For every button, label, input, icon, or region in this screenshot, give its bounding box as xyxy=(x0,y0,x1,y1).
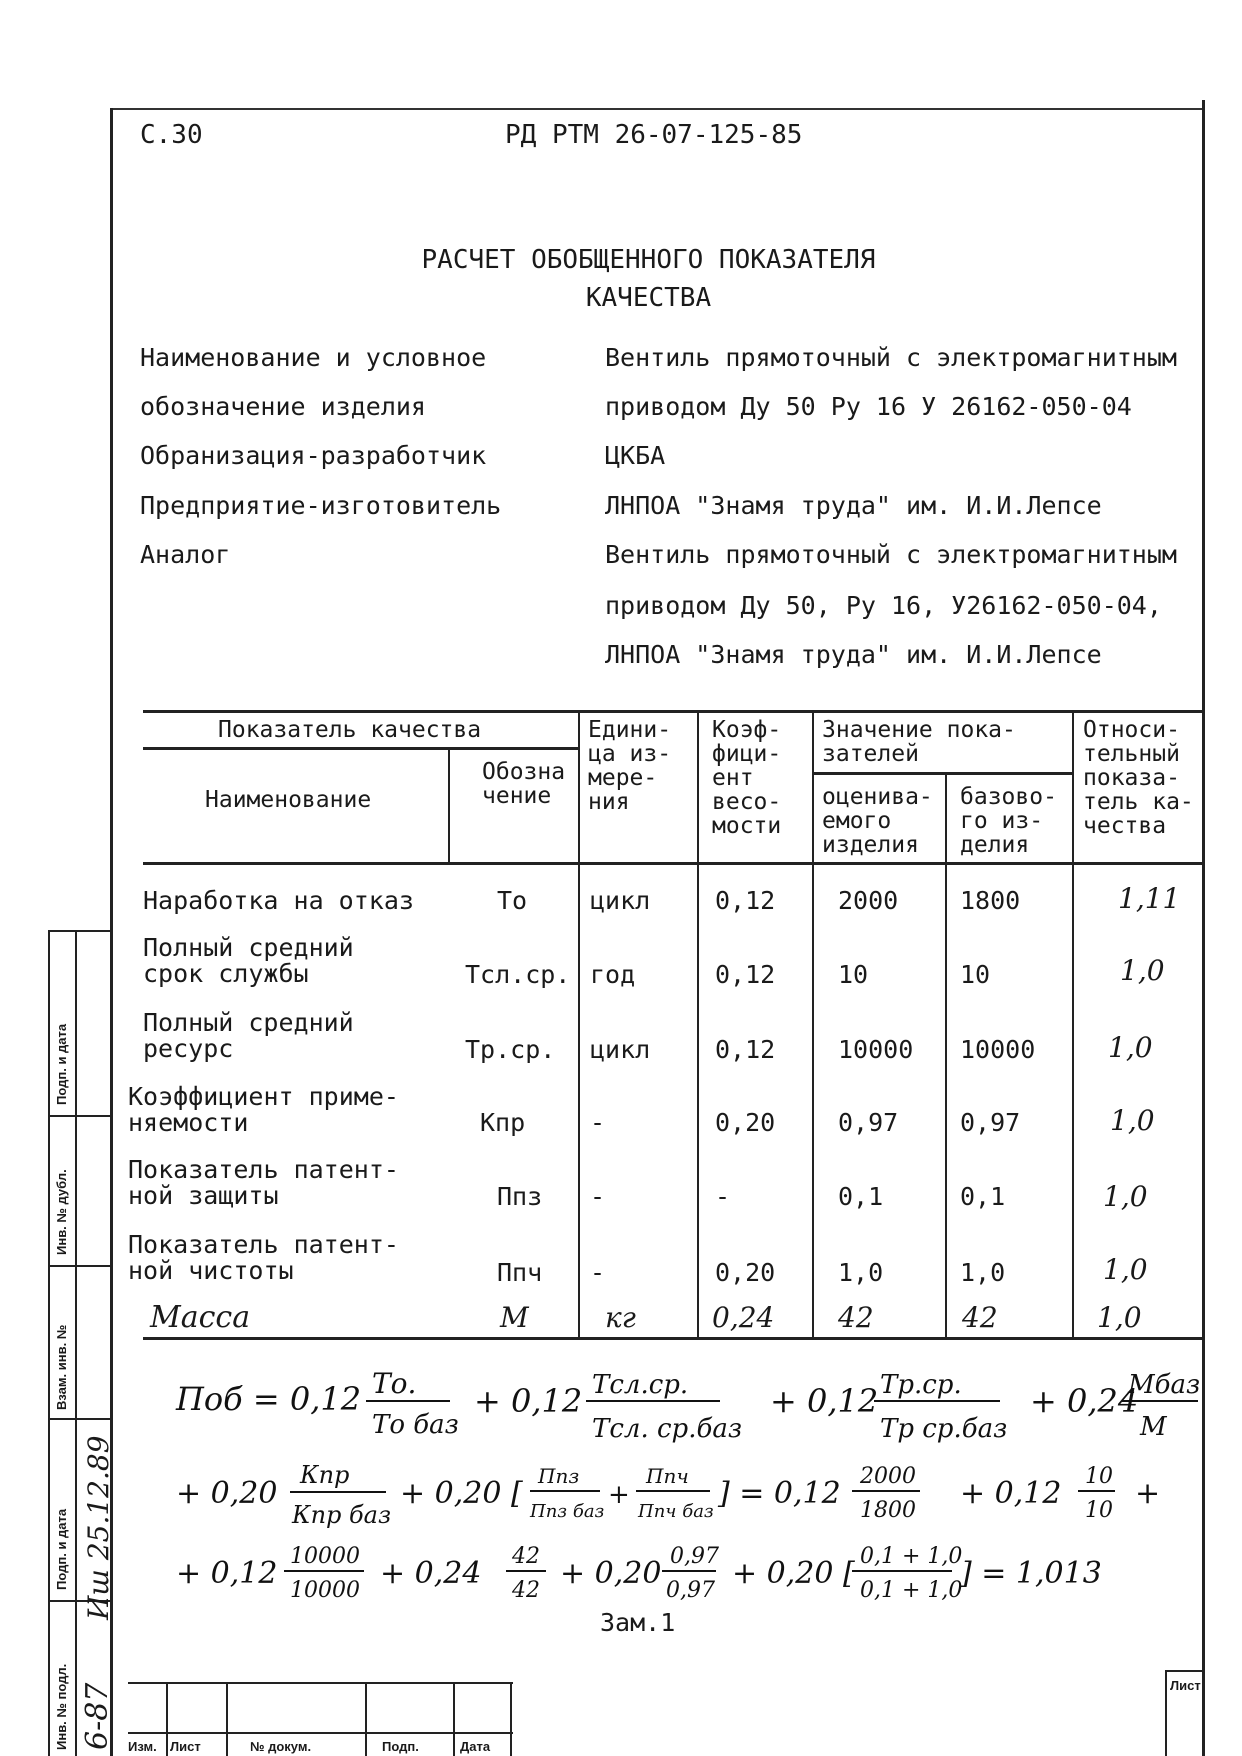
row-unit: цикл xyxy=(590,1035,651,1064)
col-divider xyxy=(697,710,699,1337)
info-value: ЛНПОА "Знамя труда" им. И.И.Лепсе xyxy=(605,640,1102,669)
svg-text:Мбаз: Мбаз xyxy=(1128,1370,1200,1400)
info-label: обозначение изделия xyxy=(140,392,426,421)
info-value: ЛНПОА "Знамя труда" им. И.И.Лепсе xyxy=(605,491,1102,520)
header-unit: Едини- ца из- мере- ния xyxy=(588,717,672,815)
row-est: 42 xyxy=(838,1301,874,1334)
row-est: 1,0 xyxy=(838,1258,884,1287)
row-rel: 1,0 xyxy=(1097,1301,1142,1334)
row-base: 10000 xyxy=(960,1035,1036,1064)
svg-text:10000: 10000 xyxy=(290,1578,360,1603)
svg-text:+: + xyxy=(1135,1476,1161,1511)
stamp-col: № докум. xyxy=(250,1739,312,1754)
row-base: 0,1 xyxy=(960,1182,1006,1211)
row-name: Наработка на отказ xyxy=(143,886,414,915)
row-est: 10 xyxy=(838,960,869,989)
row-coef: 0,12 xyxy=(715,886,776,915)
row-base: 1800 xyxy=(960,886,1021,915)
header-name: Наименование xyxy=(205,787,372,813)
margin-label: Инв. № дубл. xyxy=(54,1169,69,1255)
svg-text:М: М xyxy=(1140,1412,1167,1442)
row-rel: 1,0 xyxy=(1103,1180,1148,1213)
svg-text:42: 42 xyxy=(512,1578,540,1603)
header-coef: Коэф- фици- ент весо- мости xyxy=(712,717,782,839)
row-sym: Ппч xyxy=(497,1258,543,1287)
title-line-1: РАСЧЕТ ОБОБЩЕННОГО ПОКАЗАТЕЛЯ xyxy=(421,245,876,275)
info-value: приводом Ду 50 Ру 16 У 26162-050-04 xyxy=(605,392,1132,421)
svg-text:+ 0,20: + 0,20 xyxy=(560,1556,662,1591)
margin-handwritten: 6-87 xyxy=(80,1682,115,1750)
row-rel: 1,0 xyxy=(1120,954,1165,987)
col-divider xyxy=(578,710,580,1337)
row-name: Полный средний срок службы xyxy=(143,933,354,988)
header-rel: Относи- тельный показа- тель ка- чества xyxy=(1083,717,1194,839)
svg-text:+: + xyxy=(608,1480,630,1510)
svg-text:+ 0,20 [: + 0,20 [ xyxy=(400,1476,523,1511)
margin-rule xyxy=(48,1418,110,1420)
row-rel: 1,0 xyxy=(1110,1104,1155,1137)
header-base: базово- го из- делия xyxy=(960,784,1057,858)
svg-text:Кпр: Кпр xyxy=(300,1461,350,1489)
stamp-divider xyxy=(365,1682,367,1756)
table-rule-header-bottom xyxy=(143,862,1205,865)
row-unit: кг xyxy=(605,1301,636,1334)
margin-label: Подп. и дата xyxy=(54,1023,69,1105)
stamp-sheet: Лист xyxy=(1170,1678,1201,1693)
stamp-col: Подп. xyxy=(382,1739,419,1754)
svg-text:10000: 10000 xyxy=(290,1544,360,1569)
info-value: Вентиль прямоточный с электромагнитным xyxy=(605,343,1177,372)
info-label: Наименование и условное xyxy=(140,343,487,372)
row-coef: 0,20 xyxy=(715,1108,776,1137)
row-base: 42 xyxy=(962,1301,998,1334)
row-unit: - xyxy=(590,1182,606,1211)
row-rel: 1,0 xyxy=(1108,1031,1153,1064)
row-sym: Кпр xyxy=(480,1108,526,1137)
row-est: 2000 xyxy=(838,886,899,915)
header-sym: Обозна чение xyxy=(482,759,566,809)
table-rule-top xyxy=(143,710,1205,713)
row-coef: 0,12 xyxy=(715,1035,776,1064)
margin-handwritten: Иш 25.12.89 xyxy=(82,1435,115,1620)
svg-text:Ппч: Ппч xyxy=(646,1464,689,1488)
svg-text:+ 0,12: + 0,12 xyxy=(960,1476,1062,1511)
row-unit: - xyxy=(590,1258,606,1287)
info-value: Вентиль прямоточный с электромагнитным xyxy=(605,540,1177,569)
svg-text:Тр.ср.: Тр.ср. xyxy=(880,1370,962,1400)
svg-text:10: 10 xyxy=(1085,1498,1113,1523)
frame-right xyxy=(1202,100,1205,1756)
svg-text:+ 0,24: + 0,24 xyxy=(1030,1382,1139,1420)
row-base: 0,97 xyxy=(960,1108,1021,1137)
row-est: 10000 xyxy=(838,1035,914,1064)
col-divider xyxy=(945,772,947,1337)
row-rel: 1,11 xyxy=(1118,882,1181,915)
stamp-divider xyxy=(510,1682,512,1756)
stamp-col: Лист xyxy=(170,1739,201,1754)
margin-rule xyxy=(48,1265,110,1267)
row-sym: Тр.ср. xyxy=(465,1035,556,1064)
col-divider xyxy=(812,710,814,1337)
svg-text:+ 0,24: + 0,24 xyxy=(380,1556,482,1591)
row-base: 1,0 xyxy=(960,1258,1006,1287)
margin-label: Подп. и дата xyxy=(54,1508,69,1590)
row-est: 0,1 xyxy=(838,1182,884,1211)
info-value: приводом Ду 50, Ру 16, У26162-050-04, xyxy=(605,591,1162,620)
svg-text:+ 0,20: + 0,20 xyxy=(176,1476,278,1511)
margin-line xyxy=(48,930,50,1756)
margin-rule xyxy=(48,1115,110,1117)
header-values: Значение пока- зателей xyxy=(822,717,1016,767)
svg-text:+ 0,12: + 0,12 xyxy=(474,1382,583,1420)
document-code: РД РТМ 26-07-125-85 xyxy=(505,120,803,150)
table-rule-group xyxy=(143,747,578,750)
svg-text:0,1 + 1,0: 0,1 + 1,0 xyxy=(860,1578,963,1603)
svg-text:То баз: То баз xyxy=(372,1410,459,1440)
stamp-sheet-rule xyxy=(1165,1670,1205,1672)
info-label: Обранизация-разработчик xyxy=(140,441,487,470)
row-rel: 1,0 xyxy=(1103,1253,1148,1286)
svg-text:2000: 2000 xyxy=(860,1464,916,1489)
stamp-col: Дата xyxy=(460,1739,491,1754)
row-coef: - xyxy=(715,1182,731,1211)
svg-text:Поб = 0,12: Поб = 0,12 xyxy=(176,1380,362,1418)
svg-text:1800: 1800 xyxy=(860,1498,916,1523)
info-label: Предприятие-изготовитель xyxy=(140,491,502,520)
frame-top xyxy=(110,108,1205,110)
svg-text:Ппз: Ппз xyxy=(538,1464,580,1488)
svg-text:0,97: 0,97 xyxy=(666,1578,715,1603)
svg-text:Тсл.ср.: Тсл.ср. xyxy=(592,1370,689,1400)
svg-text:0,97: 0,97 xyxy=(670,1544,719,1569)
svg-text:+ 0,12: + 0,12 xyxy=(770,1382,879,1420)
svg-text:] = 0,12: ] = 0,12 xyxy=(718,1476,841,1511)
col-divider xyxy=(1072,710,1074,1337)
svg-text:То.: То. xyxy=(372,1367,417,1400)
svg-text:] = 1,013: ] = 1,013 xyxy=(960,1556,1102,1591)
row-coef: 0,20 xyxy=(715,1258,776,1287)
stamp-sheet-divider xyxy=(1165,1670,1167,1756)
row-coef: 0,24 xyxy=(712,1301,775,1334)
svg-text:Тр ср.баз: Тр ср.баз xyxy=(880,1414,1008,1444)
row-unit: - xyxy=(590,1108,606,1137)
row-name: Показатель патент- ной чистоты xyxy=(128,1230,399,1285)
info-label: Аналог xyxy=(140,540,231,569)
info-value: ЦКБА xyxy=(605,441,666,470)
table-rule-values xyxy=(812,772,1072,775)
row-sym: Ппз xyxy=(497,1182,543,1211)
header-group: Показатель качества xyxy=(218,717,482,743)
svg-text:Тсл. ср.баз: Тсл. ср.баз xyxy=(592,1414,743,1444)
margin-label: Взам. инв. № xyxy=(54,1324,69,1410)
stamp-col: Изм. xyxy=(128,1739,157,1754)
margin-label: Инв. № подл. xyxy=(54,1663,69,1750)
formula-graphic xyxy=(140,1355,1200,1625)
row-name: Коэффициент приме- няемости xyxy=(128,1082,399,1137)
svg-text:+ 0,12: + 0,12 xyxy=(176,1556,278,1591)
change-note: Зам.1 xyxy=(600,1608,676,1637)
stamp-divider xyxy=(453,1682,455,1756)
row-unit: цикл xyxy=(590,886,651,915)
svg-text:Ппч баз: Ппч баз xyxy=(638,1501,714,1522)
svg-text:Кпр баз: Кпр баз xyxy=(292,1501,392,1529)
svg-text:+ 0,20 [: + 0,20 [ xyxy=(732,1556,855,1591)
svg-text:0,1 + 1,0: 0,1 + 1,0 xyxy=(860,1544,963,1569)
margin-line xyxy=(75,930,77,1756)
stamp-rule xyxy=(128,1682,513,1684)
table-rule-bottom xyxy=(143,1337,1205,1340)
stamp-rule xyxy=(128,1732,513,1734)
header-est: оценива- емого изделия xyxy=(822,784,933,858)
row-sym: Тсл.ср. xyxy=(465,960,571,989)
row-name: Показатель патент- ной защиты xyxy=(128,1155,399,1210)
svg-text:10: 10 xyxy=(1085,1464,1113,1489)
row-unit: год xyxy=(590,960,636,989)
row-sym: То xyxy=(497,886,528,915)
row-base: 10 xyxy=(960,960,991,989)
row-name: Полный средний ресурс xyxy=(143,1008,354,1063)
stamp-divider xyxy=(166,1682,168,1756)
row-est: 0,97 xyxy=(838,1108,899,1137)
stamp-divider xyxy=(226,1682,228,1756)
page-number: С.30 xyxy=(140,120,203,150)
svg-text:42: 42 xyxy=(512,1544,540,1569)
row-name: Масса xyxy=(150,1300,251,1335)
col-divider xyxy=(448,747,450,862)
svg-text:Ппз баз: Ппз баз xyxy=(530,1501,605,1522)
row-sym: М xyxy=(500,1301,529,1334)
title-line-2: КАЧЕСТВА xyxy=(585,283,712,313)
row-coef: 0,12 xyxy=(715,960,776,989)
formula-text xyxy=(0,0,1,1)
margin-rule xyxy=(48,930,110,932)
